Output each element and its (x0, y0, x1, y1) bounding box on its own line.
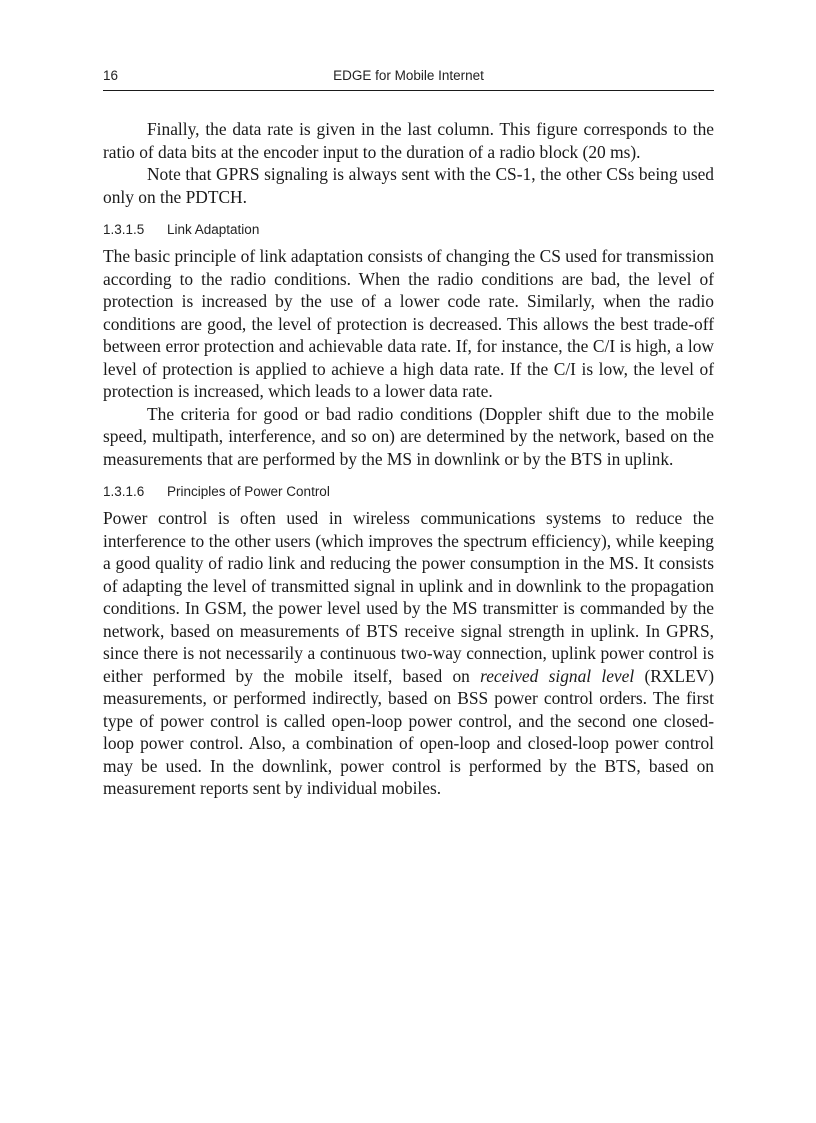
paragraph-radio-conditions-criteria: The criteria for good or bad radio conditions (Doppler shift due to the mobile speed, multipath, interference, and so on) are determined by the network, based on the measurements that are performed by the MS in downlink or by the BTS in uplink. (103, 403, 714, 469)
paragraph-gprs-signaling: Note that GPRS signaling is always sent with the CS-1, the other CSs being used only on the PDTCH. (103, 164, 714, 207)
section-title: Principles of Power Control (167, 484, 330, 499)
text-run: (RXLEV) measurements, or performed indirectly, based on BSS power control orders. The first type of power control is called open-loop power control, and the second one closed-loop power control. Also, a combination of open-loop and closed-loop power control may be used. In the downlink, power control is performed by the BTS, based on measurement reports sent by individual mobiles. (103, 665, 714, 798)
running-header (103, 68, 714, 91)
text-run: Power control is often used in wireless communications systems to reduce the interference to the other users (which improves the spectrum efficiency), while keeping a good quality of radio link and reducing the power consumption in the MS. It consists of adapting the level of transmitted signal in uplink and in downlink to the propagation conditions. In GSM, the power level used by the MS transmitter is commanded by the network, based on measurements of BTS receive signal strength in uplink. In GPRS, since there is not necessarily a continuous two-way connection, uplink power control is either performed by the mobile itself, based on (103, 508, 714, 686)
italic-term: received signal level (480, 665, 635, 686)
section-heading-power-control (103, 483, 714, 501)
book-title: EDGE for Mobile Internet (333, 68, 484, 83)
paragraph-data-rate: Finally, the data rate is given in the last column. This figure corresponds to the ratio of data bits at the encoder input to the duration of a radio block (20 ms). (103, 119, 714, 162)
body-text (103, 118, 714, 800)
page-number: 16 (103, 68, 119, 83)
section-number: 1.3.1.5 (103, 222, 145, 237)
section-number: 1.3.1.6 (103, 484, 145, 499)
section-heading-link-adaptation (103, 221, 714, 239)
paragraph-power-control (103, 507, 714, 800)
section-title: Link Adaptation (167, 222, 260, 237)
book-page (103, 0, 714, 1123)
paragraph-link-adaptation-principle: The basic principle of link adaptation consists of changing the CS used for transmission according to the radio conditions. When the radio conditions are bad, the level of protection is increased by the use of a lower code rate. Similarly, when the radio conditions are good, the level of protection is decreased. This allows the best trade-off between error protection and achievable data rate. If, for instance, the C/I is high, a low level of protection is applied to achieve a high data rate. If the C/I is low, the level of protection is increased, which leads to a lower data rate. (103, 246, 714, 401)
